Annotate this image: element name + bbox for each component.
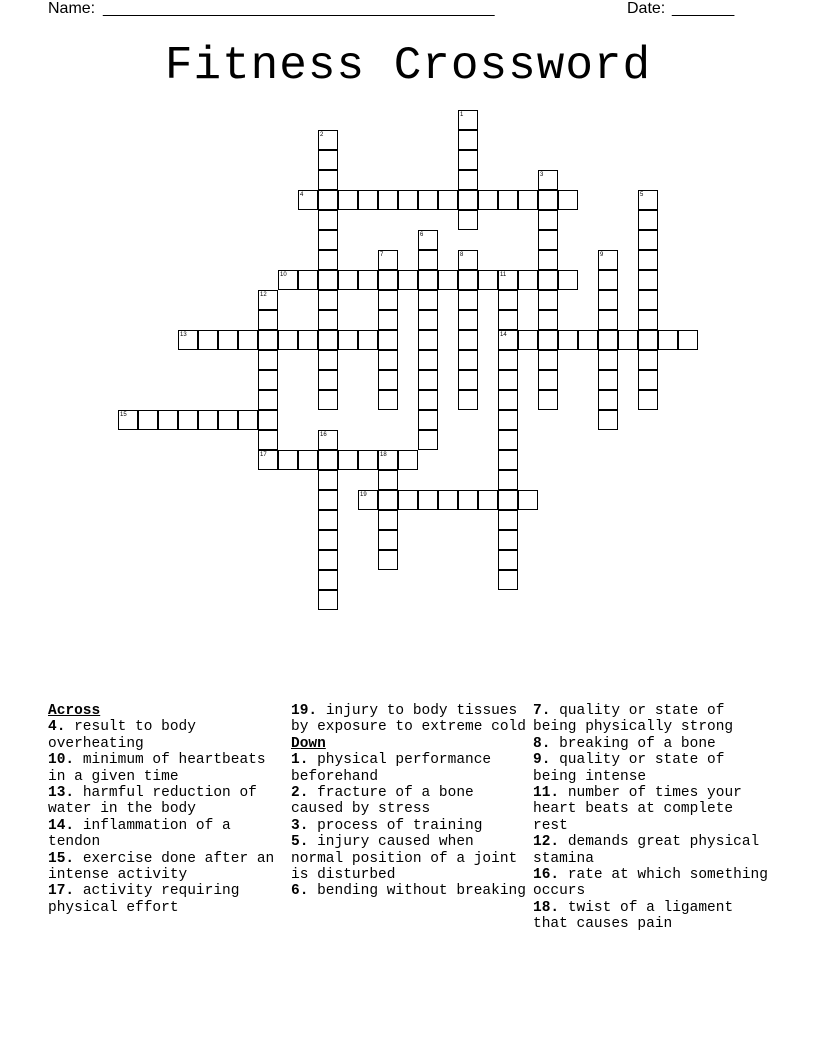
grid-cell[interactable]: [458, 130, 478, 150]
clue-number-7: 7: [380, 252, 384, 258]
grid-cell[interactable]: [398, 450, 418, 470]
grid-cell[interactable]: [378, 350, 398, 370]
grid-cell[interactable]: [178, 410, 198, 430]
grid-cell[interactable]: [498, 490, 518, 510]
grid-cell[interactable]: [458, 270, 478, 290]
grid-cell[interactable]: [378, 550, 398, 570]
grid-cell[interactable]: [518, 330, 538, 350]
grid-cell[interactable]: [498, 350, 518, 370]
grid-cell[interactable]: [418, 310, 438, 330]
grid-cell[interactable]: [458, 150, 478, 170]
grid-cell[interactable]: [378, 390, 398, 410]
grid-cell[interactable]: [498, 570, 518, 590]
date-line[interactable]: _______: [672, 0, 735, 17]
grid-cell[interactable]: [378, 310, 398, 330]
grid-cell[interactable]: [558, 270, 578, 290]
grid-cell[interactable]: [558, 330, 578, 350]
grid-cell[interactable]: [638, 330, 658, 350]
grid-cell[interactable]: [318, 390, 338, 410]
clue-down-3: 3. process of training: [291, 817, 483, 834]
grid-cell[interactable]: [458, 190, 478, 210]
grid-cell[interactable]: [498, 310, 518, 330]
grid-cell[interactable]: [338, 270, 358, 290]
clue-across-15: 15. exercise done after an intense activity: [48, 850, 275, 884]
clue-down-8: 8. breaking of a bone: [533, 735, 716, 752]
grid-cell[interactable]: [398, 190, 418, 210]
grid-cell[interactable]: [498, 510, 518, 530]
grid-cell[interactable]: [458, 390, 478, 410]
grid-cell[interactable]: [318, 330, 338, 350]
grid-cell[interactable]: [318, 450, 338, 470]
grid-cell[interactable]: [498, 370, 518, 390]
across-heading: Across: [48, 703, 101, 719]
grid-cell[interactable]: [318, 290, 338, 310]
grid-cell[interactable]: [298, 270, 318, 290]
grid-cell[interactable]: [378, 290, 398, 310]
grid-cell[interactable]: [358, 330, 378, 350]
grid-cell[interactable]: [518, 490, 538, 510]
clue-number-2: 2: [320, 132, 324, 138]
grid-cell[interactable]: [458, 310, 478, 330]
clue-down-7: 7. quality or state of being physically strong: [533, 703, 734, 736]
grid-cell[interactable]: [258, 430, 278, 450]
grid-cell[interactable]: [358, 190, 378, 210]
clue-number-16: 16: [320, 432, 327, 438]
grid-cell[interactable]: [638, 250, 658, 270]
grid-cell[interactable]: [598, 330, 618, 350]
grid-cell[interactable]: [278, 450, 298, 470]
clue-number-6: 6: [420, 232, 424, 238]
grid-cell[interactable]: [378, 490, 398, 510]
clue-column-3: [533, 703, 769, 933]
grid-cell[interactable]: [438, 490, 458, 510]
grid-cell[interactable]: [238, 410, 258, 430]
grid-cell[interactable]: [578, 330, 598, 350]
clue-across-4: 4. result to body overheating: [48, 719, 196, 752]
grid-cell[interactable]: [498, 290, 518, 310]
grid-cell[interactable]: [418, 370, 438, 390]
clue-number-12: 12: [260, 292, 267, 298]
grid-cell[interactable]: [358, 450, 378, 470]
clue-across-19: 19. injury to body tissues by exposure to extreme cold: [291, 703, 526, 736]
name-line[interactable]: ____________________________________________: [103, 0, 495, 17]
grid-cell[interactable]: [418, 430, 438, 450]
clue-number-15: 15: [120, 412, 127, 418]
grid-cell[interactable]: [498, 470, 518, 490]
grid-cell[interactable]: [598, 290, 618, 310]
grid-cell[interactable]: [198, 410, 218, 430]
grid-cell[interactable]: [378, 330, 398, 350]
grid-cell[interactable]: [538, 370, 558, 390]
grid-cell[interactable]: [498, 410, 518, 430]
clue-down-5: 5. injury caused when normal position of a joint is disturbed: [291, 834, 518, 884]
grid-cell[interactable]: [318, 530, 338, 550]
clue-across-10: 10. minimum of heartbeats in a given time: [48, 752, 266, 785]
grid-cell[interactable]: [498, 450, 518, 470]
grid-cell[interactable]: [318, 210, 338, 230]
grid-cell[interactable]: [538, 270, 558, 290]
grid-cell[interactable]: [258, 390, 278, 410]
clue-number-9: 9: [600, 252, 604, 258]
grid-cell[interactable]: [318, 590, 338, 610]
grid-cell[interactable]: [418, 390, 438, 410]
grid-cell[interactable]: [498, 430, 518, 450]
clue-number-11: 11: [500, 272, 507, 278]
grid-cell[interactable]: [338, 330, 358, 350]
grid-cell[interactable]: [638, 290, 658, 310]
grid-cell[interactable]: [378, 470, 398, 490]
grid-cell[interactable]: [458, 490, 478, 510]
grid-cell[interactable]: [298, 330, 318, 350]
grid-cell[interactable]: [498, 390, 518, 410]
clue-across-17: 17. activity requiring physical effort: [48, 883, 240, 916]
grid-cell[interactable]: [258, 410, 278, 430]
clue-across-14: 14. inflammation of a tendon: [48, 817, 231, 851]
grid-cell[interactable]: [318, 550, 338, 570]
grid-cell[interactable]: [418, 190, 438, 210]
clue-number-18: 18: [380, 452, 387, 458]
grid-cell[interactable]: [598, 270, 618, 290]
grid-cell[interactable]: [458, 370, 478, 390]
grid-cell[interactable]: [378, 190, 398, 210]
grid-cell[interactable]: [638, 390, 658, 410]
grid-cell[interactable]: [418, 250, 438, 270]
clue-down-2: 2. fracture of a bone caused by stress: [291, 785, 474, 818]
grid-cell[interactable]: [198, 330, 218, 350]
down-heading: Down: [291, 735, 326, 752]
grid-cell[interactable]: [458, 290, 478, 310]
grid-cell[interactable]: [598, 310, 618, 330]
grid-cell[interactable]: [538, 230, 558, 250]
clue-number-1: 1: [460, 112, 464, 118]
name-label: Name:: [48, 0, 96, 17]
grid-cell[interactable]: [138, 410, 158, 430]
grid-cell[interactable]: [538, 350, 558, 370]
grid-cell[interactable]: [258, 310, 278, 330]
grid-cell[interactable]: [678, 330, 698, 350]
grid-cell[interactable]: [538, 330, 558, 350]
grid-cell[interactable]: [258, 350, 278, 370]
grid-cell[interactable]: [218, 330, 238, 350]
clue-down-18: 18. twist of a ligament that causes pain: [533, 899, 734, 933]
grid-cell[interactable]: [618, 330, 638, 350]
clue-down-16: 16. rate at which something occurs: [533, 867, 768, 900]
grid-cell[interactable]: [598, 390, 618, 410]
grid-cell[interactable]: [638, 270, 658, 290]
grid-cell[interactable]: [638, 310, 658, 330]
grid-cell[interactable]: [538, 390, 558, 410]
grid-cell[interactable]: [498, 190, 518, 210]
grid-cell[interactable]: [438, 190, 458, 210]
clue-across-13: 13. harmful reduction of water in the body: [48, 785, 257, 818]
grid-cell[interactable]: [438, 270, 458, 290]
grid-cell[interactable]: [378, 510, 398, 530]
grid-cell[interactable]: [318, 350, 338, 370]
grid-cell[interactable]: [378, 530, 398, 550]
grid-cell[interactable]: [318, 190, 338, 210]
grid-cell[interactable]: [358, 270, 378, 290]
grid-cell[interactable]: [258, 330, 278, 350]
grid-cell[interactable]: [298, 450, 318, 470]
clue-number-13: 13: [180, 332, 187, 338]
grid-cell[interactable]: [418, 350, 438, 370]
grid-cell[interactable]: [238, 330, 258, 350]
grid-cell[interactable]: [658, 330, 678, 350]
clue-column-1: [48, 703, 284, 916]
grid-cell[interactable]: [538, 290, 558, 310]
grid-cell[interactable]: [318, 310, 338, 330]
clue-number-3: 3: [540, 172, 544, 178]
grid-cell[interactable]: [598, 410, 618, 430]
grid-cell[interactable]: [518, 270, 538, 290]
grid-cell[interactable]: [338, 450, 358, 470]
grid-cell[interactable]: [218, 410, 238, 430]
date-label: Date:: [627, 0, 666, 17]
grid-cell[interactable]: [538, 210, 558, 230]
grid-cell[interactable]: [318, 230, 338, 250]
grid-cell[interactable]: [458, 350, 478, 370]
grid-cell[interactable]: [398, 490, 418, 510]
grid-cell[interactable]: [638, 350, 658, 370]
clue-down-9: 9. quality or state of being intense: [533, 752, 725, 785]
grid-cell[interactable]: [318, 570, 338, 590]
grid-cell[interactable]: [538, 250, 558, 270]
grid-cell[interactable]: [378, 370, 398, 390]
grid-cell[interactable]: [458, 170, 478, 190]
clue-number-4: 4: [300, 192, 304, 198]
grid-cell[interactable]: [418, 270, 438, 290]
grid-cell[interactable]: [478, 190, 498, 210]
grid-cell[interactable]: [318, 150, 338, 170]
clue-number-8: 8: [460, 252, 464, 258]
grid-cell[interactable]: [318, 370, 338, 390]
grid-cell[interactable]: [318, 250, 338, 270]
grid-cell[interactable]: [318, 470, 338, 490]
grid-cell[interactable]: [498, 550, 518, 570]
grid-cell[interactable]: [418, 290, 438, 310]
grid-cell[interactable]: [598, 370, 618, 390]
grid-cell[interactable]: [598, 350, 618, 370]
grid-cell[interactable]: [458, 330, 478, 350]
clue-number-19: 19: [360, 492, 367, 498]
grid-cell[interactable]: [518, 190, 538, 210]
grid-cell[interactable]: [398, 270, 418, 290]
page-title: Fitness Crossword: [164, 40, 652, 92]
grid-cell[interactable]: [478, 490, 498, 510]
grid-cell[interactable]: [538, 190, 558, 210]
clue-number-10: 10: [280, 272, 287, 278]
grid-cell[interactable]: [418, 490, 438, 510]
grid-cell[interactable]: [258, 370, 278, 390]
clue-number-5: 5: [640, 192, 644, 198]
grid-cell[interactable]: [638, 230, 658, 250]
grid-cell[interactable]: [638, 210, 658, 230]
clue-down-1: 1. physical performance beforehand: [291, 752, 492, 785]
grid-cell[interactable]: [538, 310, 558, 330]
grid-cell[interactable]: [418, 410, 438, 430]
clue-number-17: 17: [260, 452, 267, 458]
grid-cell[interactable]: [458, 210, 478, 230]
grid-cell[interactable]: [318, 510, 338, 530]
grid-cell[interactable]: [318, 270, 338, 290]
clue-down-6: 6. bending without breaking: [291, 883, 526, 900]
grid-cell[interactable]: [478, 270, 498, 290]
grid-cell[interactable]: [278, 330, 298, 350]
grid-cell[interactable]: [498, 530, 518, 550]
clue-down-12: 12. demands great physical stamina: [533, 834, 760, 867]
grid-cell[interactable]: [318, 490, 338, 510]
grid-cell[interactable]: [558, 190, 578, 210]
grid-cell[interactable]: [418, 330, 438, 350]
clue-down-11: 11. number of times your heart beats at complete rest: [533, 785, 742, 834]
clue-column-2: [291, 703, 527, 900]
grid-cell[interactable]: [158, 410, 178, 430]
grid-cell[interactable]: [378, 270, 398, 290]
grid-cell[interactable]: [318, 170, 338, 190]
grid-cell[interactable]: [638, 370, 658, 390]
grid-cell[interactable]: [338, 190, 358, 210]
clue-number-14: 14: [500, 332, 507, 338]
